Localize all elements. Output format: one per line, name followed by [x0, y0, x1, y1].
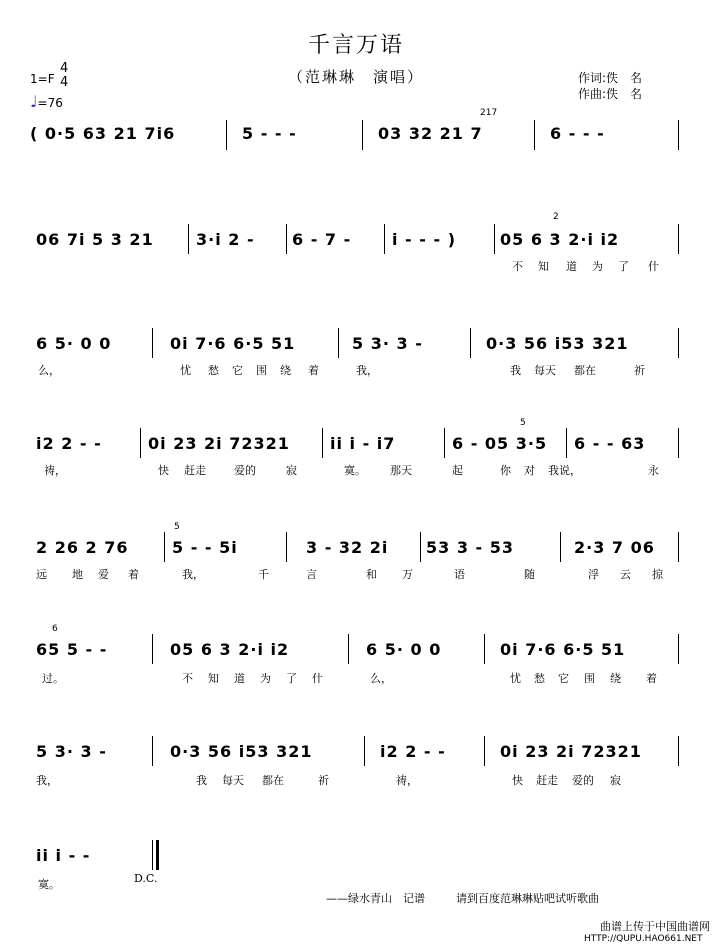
lyric: 我， [356, 364, 378, 377]
row-2-measure-1: 06 7i 5 3 21 [36, 230, 154, 249]
lyric: 着 [128, 568, 139, 581]
composer: 作曲:佚 名 [578, 87, 643, 101]
lyric: 永 [648, 464, 659, 477]
row-8-measure-1: ii i - - [36, 846, 91, 865]
final-barline [156, 840, 159, 870]
time-signature [60, 62, 68, 90]
barline [152, 736, 153, 766]
barline [494, 224, 495, 254]
lyric: 言 [306, 568, 317, 581]
tempo-marking [30, 92, 63, 111]
lyric: 么， [370, 672, 392, 685]
row-4-measure-4: 6 - 05 3·5 [452, 434, 548, 453]
lyric: 都在 [262, 774, 284, 787]
barline [188, 224, 189, 254]
tempo-value: =76 [37, 96, 63, 110]
lyric: 千 [258, 568, 269, 581]
lyricist: 作词:佚 名 [578, 71, 643, 85]
row-3-measure-1: 6 5· 0 0 [36, 334, 112, 353]
lyric: 和 [366, 568, 377, 581]
barline [164, 532, 165, 562]
lyric: 忧 [510, 672, 521, 685]
barline [140, 428, 141, 458]
grace-notes: 5 [174, 522, 180, 532]
lyric: 祈 [634, 364, 645, 377]
row-2-measure-2: 3·i 2 - [196, 230, 255, 249]
lyric: 我说， [548, 464, 581, 477]
barline [678, 428, 679, 458]
barline [384, 224, 385, 254]
barline [152, 634, 153, 664]
lyric: 寞。 [344, 464, 366, 477]
row-5-measure-2: 5 - - 5i [172, 538, 238, 557]
row-7-measure-2: 0·3 56 i53 321 [170, 742, 313, 761]
barline [152, 840, 153, 870]
row-3-measure-3: 5 3· 3 - [352, 334, 423, 353]
barline [444, 428, 445, 458]
lyric: 赶走 [184, 464, 206, 477]
lyric: 祷， [44, 464, 66, 477]
lyric: 我， [182, 568, 204, 581]
row-4-measure-5: 6 - - 63 [574, 434, 646, 453]
song-title: 千言万语 [307, 33, 404, 58]
barline [678, 328, 679, 358]
lyric: 祈 [318, 774, 329, 787]
lyric: 了 [286, 672, 297, 685]
lyric: 为 [592, 260, 603, 273]
row-1-measure-4: 6 - - - [550, 124, 605, 143]
row-5-measure-5: 2·3 7 06 [574, 538, 655, 557]
lyric: 爱的 [234, 464, 256, 477]
key-signature: 1=F [30, 72, 55, 86]
lyric: 远 [36, 568, 47, 581]
barline [420, 532, 421, 562]
lyric: 每天 [534, 364, 556, 377]
grace-notes: 6 [52, 624, 58, 634]
quarter-note-icon: ♩ [30, 92, 38, 111]
lyric: 寂 [286, 464, 297, 477]
listen-note: 请到百度范琳琳贴吧试听歌曲 [456, 892, 599, 905]
row-6-measure-3: 6 5· 0 0 [366, 640, 442, 659]
row-1-measure-1: ( 0·5 63 21 7i6 [30, 124, 176, 143]
barline [348, 634, 349, 664]
lyric: 祷， [396, 774, 418, 787]
row-2-measure-5: 05 6 3 2·i i2 [500, 230, 620, 249]
lyric: 掠 [652, 568, 663, 581]
barline [362, 120, 363, 150]
grace-notes: 217 [480, 108, 498, 118]
barline [678, 532, 679, 562]
barline [364, 736, 365, 766]
da-capo-mark: D.C. [134, 872, 158, 885]
lyric: 忧 [180, 364, 191, 377]
lyric: 它 [558, 672, 569, 685]
grace-notes: 5 [520, 418, 526, 428]
row-7-measure-3: i2 2 - - [380, 742, 446, 761]
lyric: 了 [618, 260, 629, 273]
lyric: 不 [512, 260, 523, 273]
lyric: 快 [158, 464, 169, 477]
lyric: 都在 [574, 364, 596, 377]
lyric: 随 [524, 568, 535, 581]
lyric: 道 [234, 672, 245, 685]
barline [566, 428, 567, 458]
row-6-measure-2: 05 6 3 2·i i2 [170, 640, 290, 659]
row-5-measure-3: 3 - 32 2i [306, 538, 389, 557]
lyric: 那天 [390, 464, 412, 477]
row-1-measure-3: 03 32 21 7 [378, 124, 483, 143]
lyric: 地 [72, 568, 83, 581]
row-7-measure-1: 5 3· 3 - [36, 742, 107, 761]
barline [534, 120, 535, 150]
lyric: 为 [260, 672, 271, 685]
lyric: 绕 [280, 364, 291, 377]
lyric: 语 [454, 568, 465, 581]
barline [286, 532, 287, 562]
lyric: 快 [512, 774, 523, 787]
lyric: 寞。 [38, 878, 60, 891]
lyric: 愁 [208, 364, 219, 377]
lyric: 道 [566, 260, 577, 273]
time-signature-bottom: 4 [60, 75, 69, 90]
row-6-measure-4: 0i 7·6 6·5 51 [500, 640, 626, 659]
row-4-measure-3: ii i - i7 [330, 434, 396, 453]
barline [322, 428, 323, 458]
lyric: 浮 [588, 568, 599, 581]
lyric: 对 [524, 464, 535, 477]
lyric: 围 [256, 364, 267, 377]
row-5-measure-4: 53 3 - 53 [426, 538, 515, 557]
barline [338, 328, 339, 358]
lyric: 着 [646, 672, 657, 685]
lyric: 起 [452, 464, 463, 477]
lyric: 着 [308, 364, 319, 377]
row-1-measure-2: 5 - - - [242, 124, 297, 143]
grace-notes: 2 [553, 212, 559, 222]
row-2-measure-3: 6 - 7 - [292, 230, 352, 249]
lyric: 我 [196, 774, 207, 787]
watermark-line-2: HTTP://QUPU.HAO661.NET [584, 934, 703, 944]
row-5-measure-1: 2 26 2 76 [36, 538, 129, 557]
row-3-measure-2: 0i 7·6 6·5 51 [170, 334, 296, 353]
lyric: 我 [510, 364, 521, 377]
barline [286, 224, 287, 254]
barline [152, 328, 153, 358]
barline [226, 120, 227, 150]
lyric: 围 [584, 672, 595, 685]
lyric: 么， [38, 364, 60, 377]
row-4-measure-2: 0i 23 2i 72321 [148, 434, 290, 453]
lyric: 我， [36, 774, 58, 787]
lyric: 爱的 [572, 774, 594, 787]
lyric: 万 [402, 568, 413, 581]
row-4-measure-1: i2 2 - - [36, 434, 102, 453]
credits [578, 70, 642, 102]
lyric: 知 [538, 260, 549, 273]
lyric: 赶走 [536, 774, 558, 787]
row-3-measure-4: 0·3 56 i53 321 [486, 334, 629, 353]
lyric: 绕 [610, 672, 621, 685]
watermark-line-1: 曲谱上传于中国曲谱网 [600, 920, 710, 933]
barline [678, 736, 679, 766]
lyric: 什 [312, 672, 323, 685]
barline [678, 224, 679, 254]
lyric: 愁 [534, 672, 545, 685]
lyric: 寂 [610, 774, 621, 787]
row-7-measure-4: 0i 23 2i 72321 [500, 742, 642, 761]
time-signature-top: 4 [60, 61, 69, 76]
barline [560, 532, 561, 562]
lyric: 每天 [222, 774, 244, 787]
song-subtitle: （范琳琳 演唱） [287, 68, 424, 86]
barline [470, 328, 471, 358]
transcriber-credit: ——绿水青山 记谱 [326, 892, 425, 905]
lyric: 云 [620, 568, 631, 581]
lyric: 不 [182, 672, 193, 685]
row-2-measure-4: i - - - ) [392, 230, 456, 249]
barline [678, 634, 679, 664]
lyric: 知 [208, 672, 219, 685]
barline [484, 736, 485, 766]
lyric: 它 [232, 364, 243, 377]
lyric: 什 [648, 260, 659, 273]
row-6-measure-1: 65 5 - - [36, 640, 108, 659]
barline [484, 634, 485, 664]
barline [678, 120, 679, 150]
lyric: 过。 [42, 672, 64, 685]
lyric: 你 [500, 464, 511, 477]
lyric: 爱 [98, 568, 109, 581]
